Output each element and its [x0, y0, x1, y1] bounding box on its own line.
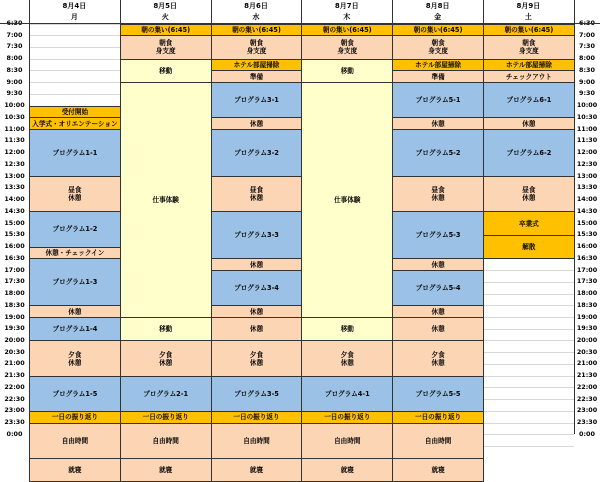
day-header [301, 2, 392, 22]
schedule-block[interactable] [211, 270, 303, 306]
schedule-block[interactable] [301, 35, 393, 59]
time-label-right: 18:00 [576, 289, 598, 298]
schedule-block-label: プログラム3-1 [234, 96, 279, 105]
time-label-left: 19:00 [4, 312, 25, 321]
schedule-block-label: 休憩 [68, 358, 82, 367]
time-label-left: 7:30 [6, 42, 23, 51]
time-label-right: 11:00 [576, 124, 598, 133]
schedule-block[interactable] [392, 129, 484, 177]
schedule-block[interactable] [301, 423, 393, 459]
schedule-block[interactable] [29, 376, 121, 412]
schedule-block-label: 身支度 [519, 47, 539, 56]
schedule-block-label: 朝食 [159, 39, 173, 48]
time-label-right: 23:00 [576, 406, 598, 415]
schedule-block-label: 就寝 [249, 466, 264, 475]
time-label-right: 0:00 [579, 429, 595, 438]
time-label-left: 21:00 [4, 359, 25, 368]
schedule-block-label: 自由時間 [243, 436, 270, 445]
time-label-right: 19:30 [576, 324, 598, 333]
schedule-block[interactable] [392, 458, 484, 482]
day-header-weekday: 火 [161, 13, 169, 21]
schedule-block-label: 朝の集い(6:45) [141, 25, 191, 34]
time-label-right: 7:30 [579, 42, 595, 51]
day-header-weekday: 金 [434, 13, 442, 21]
schedule-block-label: 休憩 [159, 358, 173, 367]
schedule-block-label: 夕食 [340, 350, 354, 359]
schedule-block[interactable] [301, 458, 393, 482]
time-label-left: 11:00 [4, 124, 25, 133]
schedule-block-label: 朝食 [431, 39, 445, 48]
day-header-date: 8月8日 [425, 2, 450, 10]
schedule-block-label: ホテル部屋掃除 [505, 61, 552, 70]
schedule-block[interactable] [211, 340, 303, 376]
time-label-left: 12:30 [4, 159, 25, 168]
day-header-weekday: 土 [524, 13, 532, 21]
schedule-block[interactable] [483, 35, 575, 59]
schedule-block-label: プログラム6-2 [506, 149, 552, 158]
schedule-block[interactable] [483, 82, 575, 118]
time-label-left: 12:00 [4, 148, 25, 157]
time-label-right: 15:00 [576, 218, 598, 227]
schedule-block[interactable] [483, 176, 575, 212]
time-label-left: 14:30 [4, 206, 25, 215]
schedule-block-label: 休憩 [431, 194, 445, 203]
schedule-block[interactable] [301, 82, 393, 318]
time-label-right: 15:30 [576, 230, 598, 239]
schedule-block-label: 休憩 [431, 358, 445, 367]
time-label-right: 6:30 [579, 19, 595, 27]
time-label-left: 9:30 [6, 89, 23, 98]
column-divider [211, 0, 212, 434]
schedule-block-label: 休憩 [249, 358, 264, 367]
schedule-block-label: 自由時間 [61, 436, 89, 445]
schedule-block-label: 一日の振り返り [51, 413, 98, 422]
header-divider [0, 23, 600, 24]
schedule-block[interactable] [29, 211, 121, 247]
schedule-block[interactable] [211, 176, 303, 212]
time-label-left: 19:30 [4, 324, 25, 333]
schedule-block-label: 休憩 [68, 307, 82, 316]
schedule-block-label: プログラム1-4 [52, 325, 98, 334]
time-label-left: 17:00 [4, 265, 25, 274]
schedule-block-label: 休憩 [249, 260, 264, 269]
schedule-block[interactable] [392, 176, 484, 212]
schedule-block-label: プログラム5-3 [415, 231, 461, 240]
time-label-right: 19:00 [576, 312, 598, 321]
schedule-block[interactable] [29, 423, 121, 459]
schedule-block-label: ホテル部屋掃除 [233, 61, 280, 70]
schedule-block[interactable] [392, 35, 484, 59]
time-label-left: 9:00 [6, 77, 23, 86]
schedule-block[interactable] [483, 235, 575, 259]
schedule-block-label: 就寝 [340, 466, 354, 475]
schedule-block[interactable] [392, 340, 484, 376]
time-label-right: 23:30 [576, 418, 598, 427]
schedule-block-label: プログラム1-2 [52, 225, 98, 234]
schedule-block[interactable] [120, 458, 212, 482]
time-label-right: 12:00 [576, 148, 598, 157]
schedule-block-label: 休憩 [431, 119, 445, 128]
schedule-block-label: 一日の振り返り [415, 413, 462, 422]
schedule-block[interactable] [211, 129, 303, 177]
schedule-block-label: 身支度 [337, 47, 358, 56]
schedule-block-label: 休憩 [522, 119, 536, 128]
schedule-block-label: 朝の集い(6:45) [322, 25, 372, 34]
schedule-block-label: 休憩 [249, 194, 264, 203]
schedule-block-label: プログラム1-5 [52, 389, 98, 398]
schedule-block-label: 身支度 [428, 47, 448, 56]
time-label-right: 14:30 [576, 206, 598, 215]
time-label-left: 18:30 [4, 300, 25, 309]
time-label-left: 15:30 [4, 230, 25, 239]
time-label-right: 17:30 [576, 277, 598, 286]
time-label-right: 13:30 [576, 183, 598, 192]
time-label-left: 13:00 [4, 171, 25, 180]
schedule-block-label: 休憩 [340, 358, 354, 367]
time-label-left: 22:30 [4, 394, 25, 403]
schedule-block-label: 移動 [159, 325, 173, 334]
schedule-block-label: チェックアウト [505, 72, 552, 81]
time-label-left: 10:30 [4, 112, 25, 121]
column-divider [574, 0, 575, 434]
time-label-right: 7:00 [579, 30, 595, 39]
schedule-block[interactable] [211, 423, 303, 459]
schedule-block[interactable] [120, 35, 212, 59]
schedule-block-label: 準備 [431, 72, 445, 81]
schedule-block-label: 就寝 [68, 466, 82, 475]
schedule-block[interactable] [392, 423, 484, 459]
time-label-right: 10:00 [576, 101, 598, 110]
schedule-block-label: 受付開始 [61, 108, 89, 117]
schedule-block[interactable] [392, 211, 484, 259]
schedule-block[interactable] [29, 258, 121, 306]
schedule-block[interactable] [29, 317, 121, 341]
schedule-block-label: 夕食 [68, 350, 82, 359]
schedule-block-label: 仕事体験 [334, 196, 361, 205]
schedule-block-label: 朝の集い(6:45) [413, 25, 463, 34]
schedule-block[interactable] [211, 35, 303, 59]
time-label-right: 17:00 [576, 265, 598, 274]
time-label-left: 10:00 [4, 101, 25, 110]
schedule-block-label: 一日の振り返り [324, 413, 371, 422]
time-label-left: 18:00 [4, 289, 25, 298]
column-divider [483, 0, 484, 434]
day-header-weekday: 月 [70, 13, 78, 21]
time-label-right: 16:30 [576, 253, 598, 262]
schedule-block-label: 就寝 [159, 466, 173, 475]
column-divider [29, 0, 30, 434]
schedule-block[interactable] [301, 376, 393, 412]
schedule-block[interactable] [29, 129, 121, 177]
schedule-block-label: 移動 [340, 325, 354, 334]
schedule-block-label: 休憩 [249, 325, 264, 334]
schedule-block-label: 卒業式 [519, 219, 539, 228]
schedule-block-label: 朝の集い(6:45) [232, 25, 281, 34]
time-label-right: 9:30 [579, 89, 595, 98]
schedule-block-label: プログラム3-3 [234, 231, 279, 240]
day-header-date: 8月7日 [334, 2, 359, 10]
time-label-right: 10:30 [576, 112, 598, 121]
schedule-block-label: 移動 [159, 66, 173, 75]
schedule-block-label: 夕食 [159, 350, 173, 359]
day-header-date: 8月6日 [244, 2, 268, 10]
day-header-weekday: 水 [252, 13, 260, 21]
day-header-date: 8月4日 [62, 2, 87, 10]
day-header [483, 2, 574, 22]
schedule-block[interactable] [211, 458, 303, 482]
schedule-block-label: 朝の集い(6:45) [504, 25, 554, 34]
schedule-block[interactable] [29, 340, 121, 376]
time-label-right: 14:00 [576, 195, 598, 204]
time-label-left: 23:00 [4, 406, 25, 415]
schedule-block[interactable] [483, 211, 575, 235]
schedule-block-label: 自由時間 [334, 436, 361, 445]
day-header-date: 8月5日 [153, 2, 178, 10]
time-label-left: 13:30 [4, 183, 25, 192]
day-header [392, 2, 483, 22]
schedule-block-label: プログラム4-1 [324, 389, 370, 398]
schedule-block-label: プログラム6-1 [506, 96, 552, 105]
schedule-block-label: 昼食 [249, 186, 264, 195]
schedule-block-label: 休憩 [431, 307, 445, 316]
schedule-block-label: 身支度 [246, 47, 267, 56]
schedule-block-label: 休憩 [522, 194, 536, 203]
schedule-block-label: 一日の振り返り [233, 413, 280, 422]
schedule-block[interactable] [392, 270, 484, 306]
schedule-block[interactable] [29, 176, 121, 212]
schedule-block[interactable] [483, 129, 575, 177]
schedule-block[interactable] [211, 317, 303, 341]
schedule-block-label: 朝食 [340, 39, 354, 48]
schedule-block-label: 休憩 [249, 307, 264, 316]
schedule-block-label: 夕食 [249, 350, 264, 359]
schedule-block-label: 休憩 [249, 119, 264, 128]
column-divider [120, 0, 121, 434]
schedule-block-label: プログラム3-5 [234, 389, 279, 398]
schedule-block-label: 休憩 [431, 260, 445, 269]
time-label-left: 20:30 [4, 347, 25, 356]
schedule-block-label: 自由時間 [152, 436, 179, 445]
time-label-left: 7:00 [6, 30, 23, 39]
schedule-block-label: ホテル部屋掃除 [415, 61, 461, 70]
schedule-block-label: プログラム5-5 [415, 389, 461, 398]
time-label-left: 14:00 [4, 195, 25, 204]
schedule-block-label: 入学式・オリエンテーション [32, 119, 118, 128]
time-label-left: 16:30 [4, 253, 25, 262]
day-header-date: 8月9日 [516, 2, 541, 10]
time-label-left: 0:00 [6, 429, 23, 438]
time-label-left: 6:30 [6, 19, 23, 27]
time-label-right: 16:00 [576, 242, 598, 251]
schedule-block-label: プログラム3-2 [234, 149, 279, 158]
schedule-block-label: 昼食 [431, 186, 445, 195]
time-label-right: 21:30 [576, 371, 598, 380]
schedule-block[interactable] [392, 317, 484, 341]
day-header [120, 2, 211, 22]
time-label-right: 9:00 [579, 77, 595, 86]
schedule-block-label: 休憩 [68, 194, 82, 203]
schedule-block-label: 昼食 [68, 186, 82, 195]
schedule-block-label: 身支度 [155, 47, 176, 56]
schedule-block[interactable] [392, 376, 484, 412]
schedule-block[interactable] [120, 317, 212, 341]
schedule-block-label: 休憩 [431, 325, 445, 334]
time-label-right: 22:00 [576, 382, 598, 391]
time-label-right: 20:30 [576, 347, 598, 356]
schedule-block-label: 自由時間 [424, 436, 452, 445]
time-label-right: 20:00 [576, 335, 598, 344]
day-header [29, 2, 120, 22]
time-label-left: 11:30 [4, 136, 25, 145]
schedule-block[interactable] [120, 340, 212, 376]
schedule-block-label: 夕食 [431, 350, 445, 359]
schedule-block[interactable] [120, 82, 212, 318]
schedule-block[interactable] [120, 423, 212, 459]
time-label-right: 13:00 [576, 171, 598, 180]
day-header-weekday: 木 [343, 13, 351, 21]
time-label-left: 20:00 [4, 335, 25, 344]
schedule-block[interactable] [211, 82, 303, 118]
time-label-left: 17:30 [4, 277, 25, 286]
column-divider [392, 0, 393, 434]
schedule-block-label: プログラム5-2 [415, 149, 461, 158]
schedule-block-label: 解散 [522, 243, 536, 252]
schedule-block-label: 一日の振り返り [142, 413, 189, 422]
time-label-left: 22:00 [4, 382, 25, 391]
schedule-block-label: プログラム5-1 [415, 96, 461, 105]
schedule-block[interactable] [211, 376, 303, 412]
time-label-right: 21:00 [576, 359, 598, 368]
schedule-block[interactable] [211, 211, 303, 259]
time-label-right: 8:30 [579, 65, 595, 74]
schedule-block-label: 朝食 [249, 39, 264, 48]
schedule-block-label: 就寝 [431, 466, 445, 475]
column-divider [301, 0, 302, 434]
time-label-left: 15:00 [4, 218, 25, 227]
schedule-block-label: 移動 [340, 66, 354, 75]
schedule-block-label: プログラム3-4 [234, 284, 279, 293]
schedule-block-label: プログラム2-1 [143, 389, 189, 398]
time-label-right: 12:30 [576, 159, 598, 168]
schedule-block-label: プログラム5-4 [415, 284, 461, 293]
time-label-left: 23:30 [4, 418, 25, 427]
time-label-left: 8:30 [6, 65, 23, 74]
time-label-right: 22:30 [576, 394, 598, 403]
schedule-block[interactable] [301, 59, 393, 83]
time-label-right: 11:30 [576, 136, 598, 145]
schedule-block-label: 昼食 [522, 186, 536, 195]
schedule-block-label: 休憩・チェックイン [45, 248, 105, 257]
time-label-left: 8:00 [6, 54, 23, 63]
schedule-block-label: プログラム1-3 [52, 278, 98, 287]
day-header [211, 2, 302, 22]
schedule-block[interactable] [120, 376, 212, 412]
time-label-right: 8:00 [579, 54, 595, 63]
time-label-right: 18:30 [576, 300, 598, 309]
schedule-block-label: 準備 [249, 72, 264, 81]
schedule-block-label: プログラム1-1 [52, 149, 98, 158]
schedule-block[interactable] [29, 458, 121, 482]
schedule-block[interactable] [301, 340, 393, 376]
schedule-block[interactable] [301, 317, 393, 341]
schedule-block[interactable] [120, 59, 212, 83]
schedule-block-label: 朝食 [522, 39, 536, 48]
time-label-left: 16:00 [4, 242, 25, 251]
schedule-block-label: 仕事体験 [152, 196, 179, 205]
schedule-block[interactable] [392, 82, 484, 118]
time-label-left: 21:30 [4, 371, 25, 380]
